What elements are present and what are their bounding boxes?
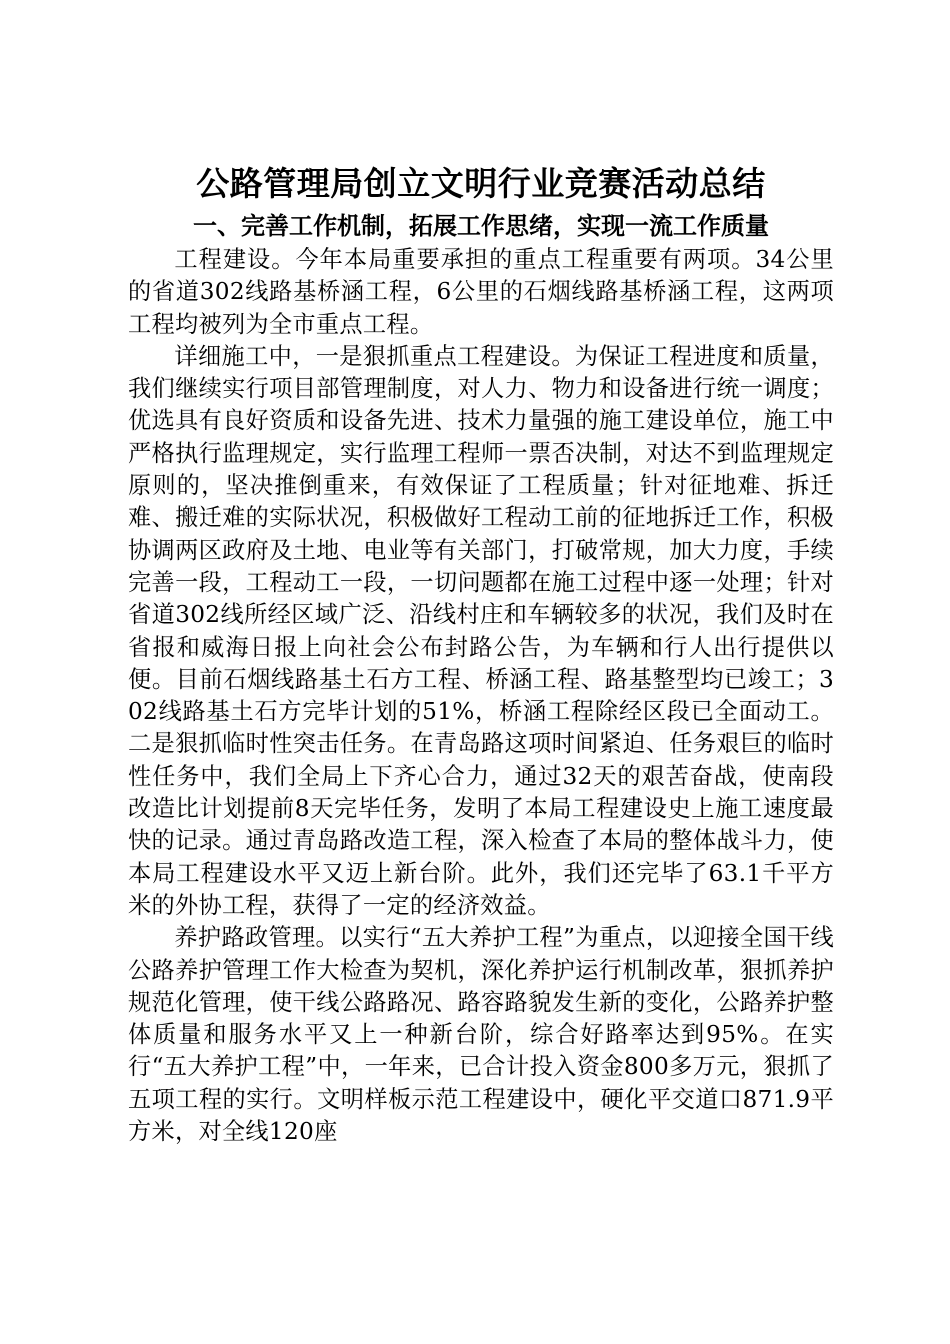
section-heading: 一、完善工作机制，拓展工作思绪，实现一流工作质量	[193, 212, 769, 240]
paragraph-construction-details: 详细施工中，一是狠抓重点工程建设。为保证工程进度和质量，我们继续实行项目部管理制度，对人力、物力和设备进行统一调度；优选具有良好资质和设备先进、技术力量强的施工建设单位，施工中严格执行监理规定，实行监理工程师一票否决制，对达不到监理规定原则的，坚决推倒重来，有效保证了工程质量；针对征地难、拆迁难、搬迁难的实际状况，积极做好工程动工前的征地拆迁工作，积极协调两区政府及土地、电业等有关部门，打破常规，加大力度，手续完善一段，工程动工一段，一切问题都在施工过程中逐一处理；针对省道302线所经区域广泛、沿线村庄和车辆较多的状况，我们及时在省报和威海日报上向社会公布封路公告，为车辆和行人出行提供以便。目前石烟线路基土石方工程、桥涵工程、路基整型均已竣工；302线路基土石方完毕计划的51%，桥涵工程除经区段已全面动工。二是狠抓临时性突击任务。在青岛路这项时间紧迫、任务艰巨的临时性任务中，我们全局上下齐心合力，通过32天的艰苦奋战，使南段改造比计划提前8天完毕任务，发明了本局工程建设史上施工速度最快的记录。通过青岛路改造工程，深入检查了本局的整体战斗力，使本局工程建设水平又迈上新台阶。此外，我们还完毕了63.1千平方米的外协工程，获得了一定的经济效益。	[128, 342, 834, 919]
document-page	[128, 160, 834, 1148]
paragraph-maintenance: 养护路政管理。以实行“五大养护工程”为重点，以迎接全国干线公路养护管理工作大检查为契机，深化养护运行机制改革，狠抓养护规范化管理，使干线公路路况、路容路貌发生新的变化，公路养护整体质量和服务水平又上一种新台阶，综合好路率达到95%。在实行“五大养护工程”中，一年来，已合计投入资金800多万元，狠抓了五项工程的实行。文明样板示范工程建设中，硬化平交道口871.9平方米，对全线120座	[128, 924, 834, 1146]
document-title: 公路管理局创立文明行业竞赛活动总结	[196, 164, 766, 203]
paragraph-engineering: 工程建设。今年本局重要承担的重点工程重要有两项。34公里的省道302线路基桥涵工程，6公里的石烟线路基桥涵工程，这两项工程均被列为全市重点工程。	[128, 246, 834, 338]
